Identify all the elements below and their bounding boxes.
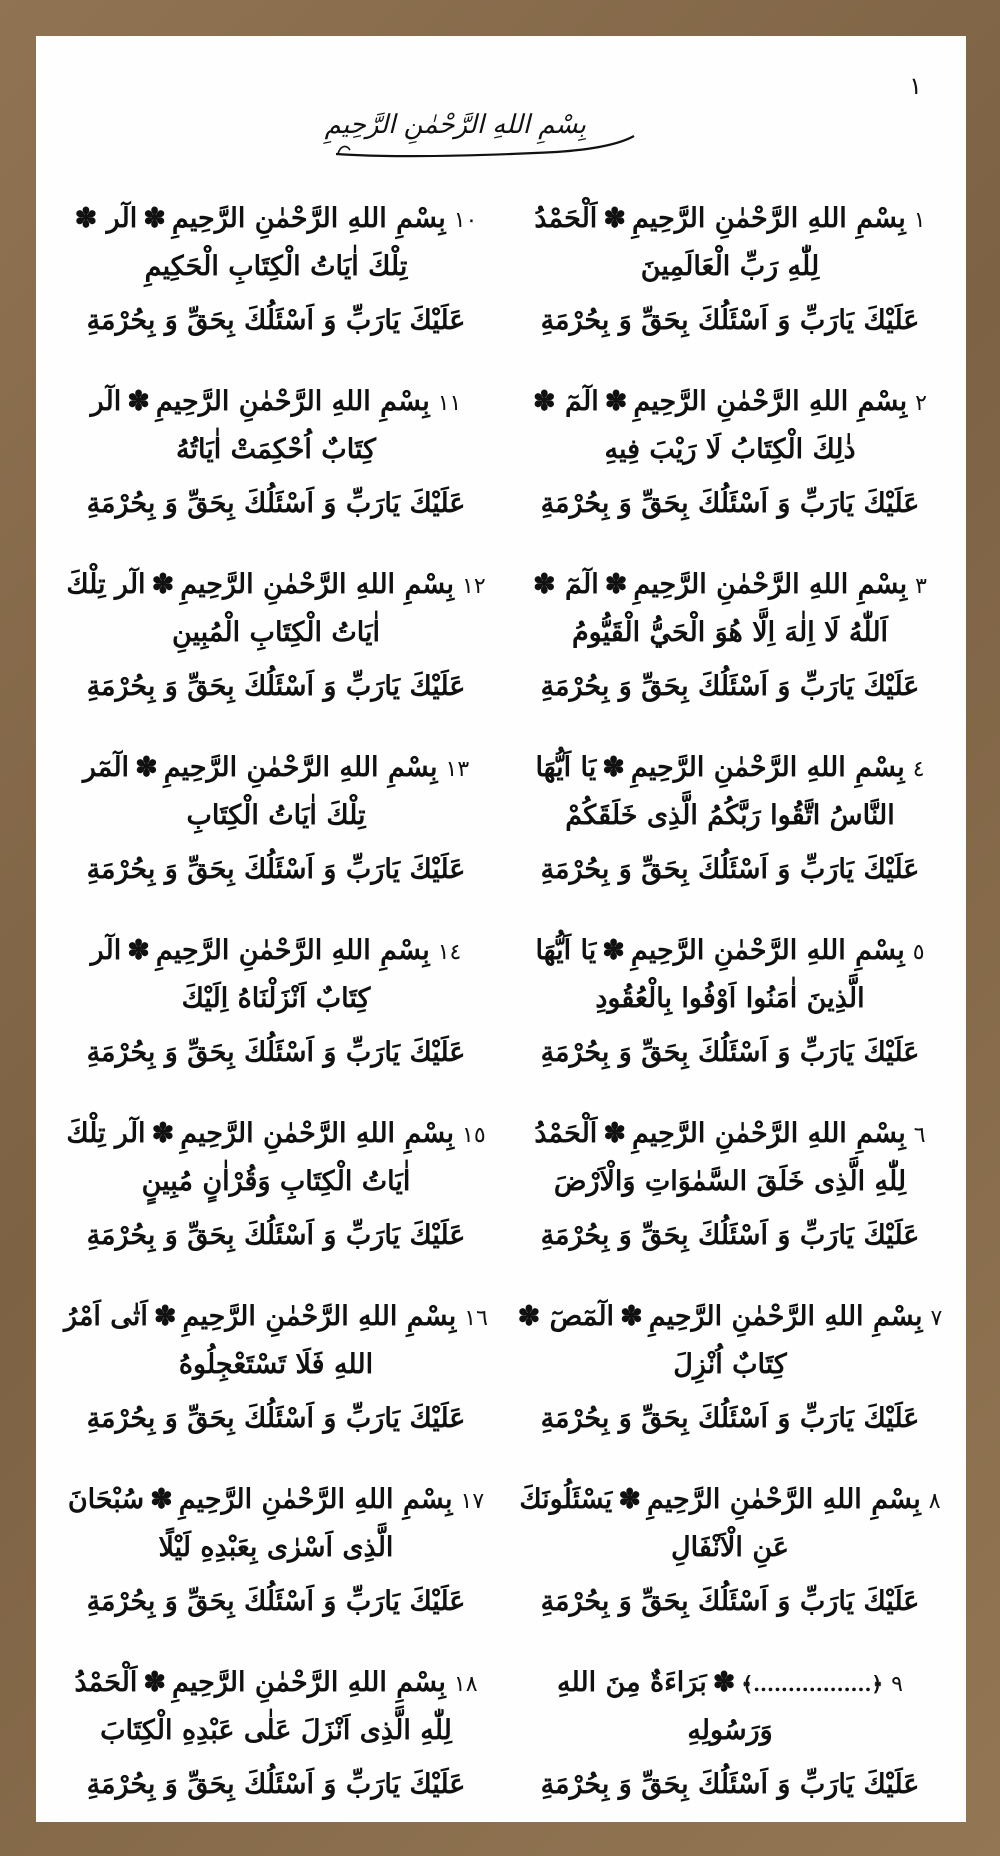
verse-line bbox=[510, 379, 950, 473]
supplication: عَلَيْكَ يَارَبِّ وَ اَسْئَلُكَ بِحَقِّ وَ بِحُرْمَةِ bbox=[86, 671, 466, 702]
supplication: عَلَيْكَ يَارَبِّ وَ اَسْئَلُكَ بِحَقِّ وَ بِحُرْمَةِ bbox=[540, 1403, 920, 1434]
basmala: بِسْمِ اللهِ الرَّحْمٰنِ الرَّحِيمِ bbox=[633, 386, 908, 417]
supplication: عَلَيْكَ يَارَبِّ وَ اَسْئَلُكَ بِحَقِّ وَ بِحُرْمَةِ bbox=[540, 1769, 920, 1800]
verse-number: ٤ bbox=[912, 757, 925, 782]
verse-line bbox=[56, 1111, 496, 1205]
supplication: عَلَيْكَ يَارَبِّ وَ اَسْئَلُكَ بِحَقِّ وَ بِحُرْمَةِ bbox=[540, 1037, 920, 1068]
separator-icon: ✽ bbox=[135, 752, 158, 783]
supplication: عَلَيْكَ يَارَبِّ وَ اَسْئَلُكَ بِحَقِّ وَ بِحُرْمَةِ bbox=[540, 1220, 920, 1251]
verse-number: ١٤ bbox=[437, 940, 462, 965]
verse-entry bbox=[510, 1467, 950, 1650]
basmala: بِسْمِ اللهِ الرَّحْمٰنِ الرَّحِيمِ bbox=[180, 569, 455, 600]
verse-entry bbox=[510, 552, 950, 735]
verse-text: يَا اَيُّهَا الَّذِينَ اٰمَنُوا اَوْفُوا بِالْعُقُودِ bbox=[535, 935, 865, 1014]
separator-icon: ✽ bbox=[618, 1484, 641, 1515]
verse-entry bbox=[510, 186, 950, 369]
page-number: ١ bbox=[909, 72, 922, 100]
separator-icon: ✽ bbox=[602, 752, 625, 783]
verse-number: ١٣ bbox=[445, 757, 470, 782]
supplication: عَلَيْكَ يَارَبِّ وَ اَسْئَلُكَ بِحَقِّ وَ بِحُرْمَةِ bbox=[86, 854, 466, 885]
verse-line bbox=[56, 928, 496, 1022]
separator-icon: ✽ bbox=[153, 1301, 177, 1332]
verse-entry bbox=[56, 369, 496, 552]
basmala: بِسْمِ اللهِ الرَّحْمٰنِ الرَّحِيمِ bbox=[630, 752, 905, 783]
verse-number: ٩ bbox=[891, 1672, 903, 1697]
basmala: بِسْمِ اللهِ الرَّحْمٰنِ الرَّحِيمِ bbox=[646, 1484, 921, 1515]
verse-entry bbox=[510, 369, 950, 552]
verse-text: الٓمٓصٓ ✽ كِتَابٌ اُنْزِلَ bbox=[517, 1301, 787, 1380]
separator-icon: ✽ bbox=[150, 1484, 173, 1515]
separator-icon: ✽ bbox=[603, 1118, 626, 1149]
verse-entry bbox=[510, 1101, 950, 1284]
verse-entry bbox=[56, 918, 496, 1101]
supplication: عَلَيْكَ يَارَبِّ وَ اَسْئَلُكَ بِحَقِّ وَ بِحُرْمَةِ bbox=[86, 488, 466, 519]
bismillah-text: بِسْمِ اللهِ الرَّحْمٰنِ الرَّحِيمِ bbox=[324, 110, 586, 140]
separator-icon: ✽ bbox=[604, 569, 628, 600]
verse-number: ١٧ bbox=[460, 1489, 485, 1514]
verse-number: ٧ bbox=[930, 1306, 943, 1331]
verse-text: الٓر ✽ تِلْكَ اٰيَاتُ الْكِتَابِ الْحَكِيمِ bbox=[74, 203, 408, 282]
verse-text: اَلْحَمْدُ لِلّٰهِ الَّذِى خَلَقَ السَّمٰوَاتِ وَالْاَرْضَ bbox=[534, 1118, 907, 1197]
verse-number: ١٨ bbox=[453, 1672, 478, 1697]
verse-text: سُبْحَانَ الَّذِى اَسْرٰى بِعَبْدِهِ لَيْلًا bbox=[67, 1484, 394, 1563]
verse-number: ٨ bbox=[928, 1489, 941, 1514]
verse-text: اَلْحَمْدُ لِلّٰهِ الَّذِى اَنْزَلَ عَلٰى عَبْدِهِ الْكِتَابَ bbox=[74, 1667, 452, 1746]
basmala: بِسْمِ اللهِ الرَّحْمٰنِ الرَّحِيمِ bbox=[178, 1484, 453, 1515]
supplication: عَلَيْكَ يَارَبِّ وَ اَسْئَلُكَ بِحَقِّ وَ بِحُرْمَةِ bbox=[86, 1769, 466, 1800]
verse-text: اَتٰى اَمْرُ اللهِ فَلَا تَسْتَعْجِلُوهُ bbox=[64, 1301, 374, 1380]
verse-text: يَا اَيُّهَا النَّاسُ اتَّقُوا رَبَّكُمُ الَّذِى خَلَقَكُمْ bbox=[535, 752, 895, 831]
basmala: بِسْمِ اللهِ الرَّحْمٰنِ الرَّحِيمِ bbox=[630, 935, 905, 966]
verse-entry bbox=[510, 1284, 950, 1467]
supplication: عَلَيْكَ يَارَبِّ وَ اَسْئَلُكَ بِحَقِّ وَ بِحُرْمَةِ bbox=[540, 1586, 920, 1617]
supplication: عَلَيْكَ يَارَبِّ وَ اَسْئَلُكَ بِحَقِّ وَ بِحُرْمَةِ bbox=[540, 305, 920, 336]
separator-icon: ✽ bbox=[712, 1667, 736, 1698]
separator-icon: ✽ bbox=[143, 1667, 167, 1698]
verse-text: الٓر تِلْكَ اٰيَاتُ الْكِتَابِ وَقُرْاٰنٍ مُبِينٍ bbox=[66, 1118, 411, 1197]
verse-number: ١١ bbox=[437, 391, 462, 416]
supplication: عَلَيْكَ يَارَبِّ وَ اَسْئَلُكَ بِحَقِّ وَ بِحُرْمَةِ bbox=[86, 1220, 466, 1251]
supplication: عَلَيْكَ يَارَبِّ وَ اَسْئَلُكَ بِحَقِّ وَ بِحُرْمَةِ bbox=[86, 1403, 466, 1434]
verse-text: يَسْئَلُونَكَ عَنِ الْاَنْفَالِ bbox=[519, 1484, 789, 1563]
verse-line bbox=[56, 562, 496, 656]
separator-icon: ✽ bbox=[143, 203, 166, 234]
basmala: بِسْمِ اللهِ الرَّحْمٰنِ الرَّحِيمِ bbox=[182, 1301, 457, 1332]
verse-text: الٓر كِتَابٌ اَنْزَلْنَاهُ اِلَيْكَ bbox=[90, 935, 371, 1014]
verse-number: ٣ bbox=[915, 574, 927, 599]
basmala: بِسْمِ اللهِ الرَّحْمٰنِ الرَّحِيمِ bbox=[631, 1118, 906, 1149]
supplication: عَلَيْكَ يَارَبِّ وَ اَسْئَلُكَ بِحَقِّ وَ بِحُرْمَةِ bbox=[540, 488, 920, 519]
left-column bbox=[56, 186, 496, 1814]
verse-entry bbox=[56, 186, 496, 369]
separator-icon: ✽ bbox=[602, 935, 625, 966]
verse-number: ١ bbox=[913, 208, 926, 233]
separator-icon: ✽ bbox=[620, 1301, 643, 1332]
verse-line bbox=[56, 1660, 496, 1754]
verse-line bbox=[510, 928, 950, 1022]
basmala: بِسْمِ اللهِ الرَّحْمٰنِ الرَّحِيمِ bbox=[631, 203, 906, 234]
verse-line bbox=[510, 1477, 950, 1571]
verse-line bbox=[510, 196, 950, 290]
verse-line bbox=[510, 562, 950, 656]
verse-text: بَرَاءَةٌ مِنَ اللهِ وَرَسُولِهِ bbox=[557, 1667, 773, 1746]
basmala: بِسْمِ اللهِ الرَّحْمٰنِ الرَّحِيمِ bbox=[633, 569, 908, 600]
verse-text: الٓمٓر تِلْكَ اٰيَاتُ الْكِتَابِ bbox=[82, 752, 366, 831]
verse-number: ٥ bbox=[912, 940, 925, 965]
verse-line bbox=[510, 1294, 950, 1388]
supplication: عَلَيْكَ يَارَبِّ وَ اَسْئَلُكَ بِحَقِّ وَ بِحُرْمَةِ bbox=[86, 305, 466, 336]
omitted-basmala: ﴿.................﴾ bbox=[741, 1672, 884, 1696]
document-page bbox=[36, 36, 966, 1822]
verse-line bbox=[56, 1477, 496, 1571]
verse-number: ٢ bbox=[915, 391, 927, 416]
basmala: بِسْمِ اللهِ الرَّحْمٰنِ الرَّحِيمِ bbox=[163, 752, 438, 783]
separator-icon: ✽ bbox=[127, 386, 150, 417]
verse-entry bbox=[56, 1101, 496, 1284]
verse-entry bbox=[510, 918, 950, 1101]
supplication: عَلَيْكَ يَارَبِّ وَ اَسْئَلُكَ بِحَقِّ وَ بِحُرْمَةِ bbox=[540, 671, 920, 702]
verse-line bbox=[510, 1111, 950, 1205]
basmala: بِسْمِ اللهِ الرَّحْمٰنِ الرَّحِيمِ bbox=[648, 1301, 923, 1332]
bismillah-header bbox=[316, 102, 656, 176]
verse-entry bbox=[510, 735, 950, 918]
separator-icon: ✽ bbox=[151, 569, 175, 600]
verse-text: اَلْحَمْدُ لِلّٰهِ رَبِّ الْعَالَمِينَ bbox=[534, 203, 820, 282]
verse-entry bbox=[56, 1284, 496, 1467]
basmala: بِسْمِ اللهِ الرَّحْمٰنِ الرَّحِيمِ bbox=[172, 1667, 446, 1698]
basmala: بِسْمِ اللهِ الرَّحْمٰنِ الرَّحِيمِ bbox=[155, 935, 430, 966]
supplication: عَلَيْكَ يَارَبِّ وَ اَسْئَلُكَ بِحَقِّ وَ بِحُرْمَةِ bbox=[86, 1586, 466, 1617]
verse-entry bbox=[56, 1467, 496, 1650]
verse-entry bbox=[56, 735, 496, 918]
separator-icon: ✽ bbox=[604, 386, 628, 417]
verse-entry bbox=[56, 1650, 496, 1833]
supplication: عَلَيْكَ يَارَبِّ وَ اَسْئَلُكَ بِحَقِّ وَ بِحُرْمَةِ bbox=[540, 854, 920, 885]
verse-text: الٓمٓ ✽ اَللّٰهُ لَا اِلٰهَ اِلَّا هُوَ الْحَيُّ الْقَيُّومُ bbox=[532, 569, 889, 648]
verse-text: الٓر كِتَابٌ اُحْكِمَتْ اٰيَاتُهُ bbox=[90, 386, 376, 465]
verse-number: ١٦ bbox=[464, 1306, 488, 1331]
verse-line bbox=[56, 1294, 496, 1388]
separator-icon: ✽ bbox=[151, 1118, 175, 1149]
verse-text: الٓر تِلْكَ اٰيَاتُ الْكِتَابِ الْمُبِينِ bbox=[66, 569, 381, 648]
verse-line bbox=[56, 745, 496, 839]
verse-number: ٦ bbox=[913, 1123, 926, 1148]
verse-text: الٓمٓ ✽ ذٰلِكَ الْكِتَابُ لَا رَيْبَ فِيهِ bbox=[532, 386, 856, 465]
verse-number: ١٥ bbox=[462, 1123, 486, 1148]
separator-icon: ✽ bbox=[127, 935, 150, 966]
separator-icon: ✽ bbox=[603, 203, 626, 234]
basmala: بِسْمِ اللهِ الرَّحْمٰنِ الرَّحِيمِ bbox=[155, 386, 430, 417]
verse-entry bbox=[56, 552, 496, 735]
right-column bbox=[510, 186, 950, 1814]
verse-line bbox=[510, 1660, 950, 1754]
supplication: عَلَيْكَ يَارَبِّ وَ اَسْئَلُكَ بِحَقِّ وَ بِحُرْمَةِ bbox=[86, 1037, 466, 1068]
verse-number: ١٢ bbox=[462, 574, 486, 599]
verse-line bbox=[56, 379, 496, 473]
verse-number: ١٠ bbox=[453, 208, 478, 233]
basmala: بِسْمِ اللهِ الرَّحْمٰنِ الرَّحِيمِ bbox=[171, 203, 446, 234]
verse-entry bbox=[510, 1650, 950, 1833]
basmala: بِسْمِ اللهِ الرَّحْمٰنِ الرَّحِيمِ bbox=[180, 1118, 455, 1149]
verse-line bbox=[510, 745, 950, 839]
verse-line bbox=[56, 196, 496, 290]
